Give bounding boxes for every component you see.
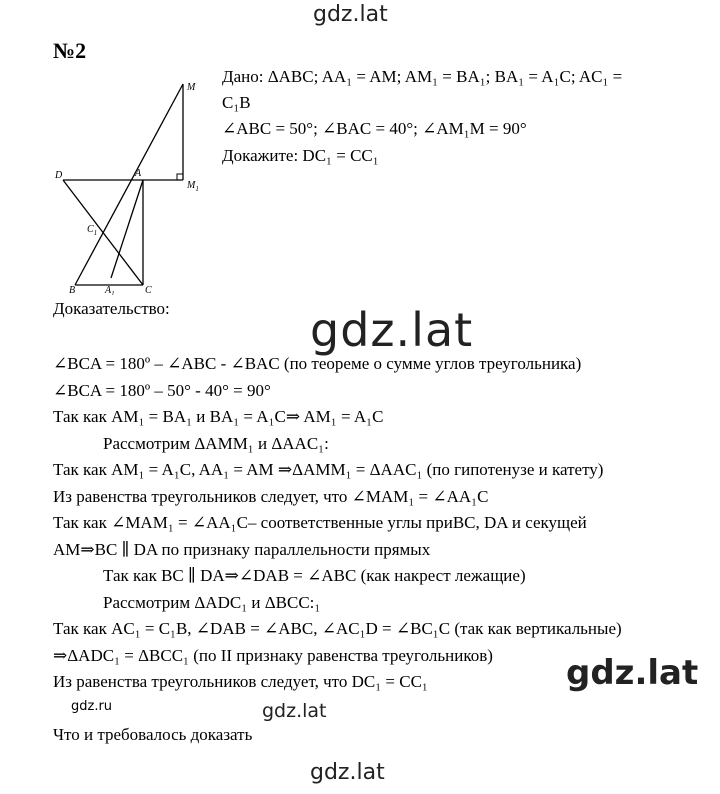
label-M: M — [187, 82, 196, 93]
prove-line: Докажите: DC₁ = CC₁ — [222, 146, 379, 165]
segment-DC — [63, 180, 143, 285]
watermark-mid: gdz.lat — [566, 653, 699, 693]
label-B: B — [69, 285, 76, 295]
proof-line-4: Рассмотрим ΔAMM₁ и ΔAAC₁: — [103, 434, 329, 453]
right-angle-mark — [177, 174, 183, 180]
segment-BM — [75, 84, 183, 285]
watermark-top: gdz.lat — [313, 2, 388, 27]
watermark-small: gdz.lat — [262, 700, 327, 722]
label-A: A — [135, 168, 142, 179]
proof-line-7: Так как ∠MAM₁ = ∠AA₁C– соответственные углы приBC, DA и секущей — [53, 513, 587, 532]
proof-line-13: Из равенства треугольников следует, что DC₁ = CC₁ — [53, 672, 428, 691]
proof-line-2: ∠BCA = 180º – 50° - 40° = 90° — [53, 381, 271, 400]
proof-line-5: Так как AM₁ = A₁C, AA₁ = AM ⇒ΔAMM₁ = ΔAAC₁ (по гипотенузе и катету) — [53, 460, 604, 479]
geometry-figure — [55, 80, 215, 295]
proof-conclusion: Что и требовалось доказать — [53, 725, 253, 744]
watermark-big: gdz.lat — [310, 303, 474, 357]
given-line-2: C₁B — [222, 93, 251, 112]
proof-line-6: Из равенства треугольников следует, что ∠MAM₁ = ∠AA₁C — [53, 487, 489, 506]
given-line-1: Дано: ΔABC; AA₁ = AM; AM₁ = BA₁; BA₁ = A₁C; AC₁ = — [222, 67, 623, 86]
proof-line-10: Рассмотрим ΔADC₁ и ΔBCC:₁ — [103, 593, 321, 612]
label-A1: $A_1$ — [105, 285, 115, 295]
proof-line-3: Так как AM₁ = BA₁ и BA₁ = A₁C⇒ AM₁ = A₁C — [53, 407, 384, 426]
proof-line-8: AM⇒BC ∥ DA по признаку параллельности прямых — [53, 540, 431, 559]
given-line-3: ∠ABC = 50°; ∠BAC = 40°; ∠AM₁M = 90° — [222, 119, 527, 138]
proof-heading: Доказательство: — [53, 299, 170, 318]
label-C: C — [145, 285, 152, 295]
proof-line-12: ⇒ΔADC₁ = ΔBCC₁ (по II признаку равенства треугольников) — [53, 646, 493, 665]
watermark-ru: gdz.ru — [71, 699, 113, 714]
proof-line-9: Так как BC ∥ DA⇒∠DAB = ∠ABC (как накрест лежащие) — [103, 566, 526, 585]
label-M1: $M_1$ — [187, 180, 199, 193]
label-C1: $C_1$ — [87, 224, 98, 237]
problem-number: №2 — [53, 38, 87, 63]
proof-line-1: ∠BCA = 180º – ∠ABC - ∠BAC (по теореме о сумме углов треугольника) — [53, 354, 582, 373]
proof-line-11: Так как AC₁ = C₁B, ∠DAB = ∠ABC, ∠AC₁D = ∠BC₁C (так как вертикальные) — [53, 619, 622, 638]
label-D: D — [55, 170, 63, 181]
watermark-bottom: gdz.lat — [310, 760, 385, 785]
